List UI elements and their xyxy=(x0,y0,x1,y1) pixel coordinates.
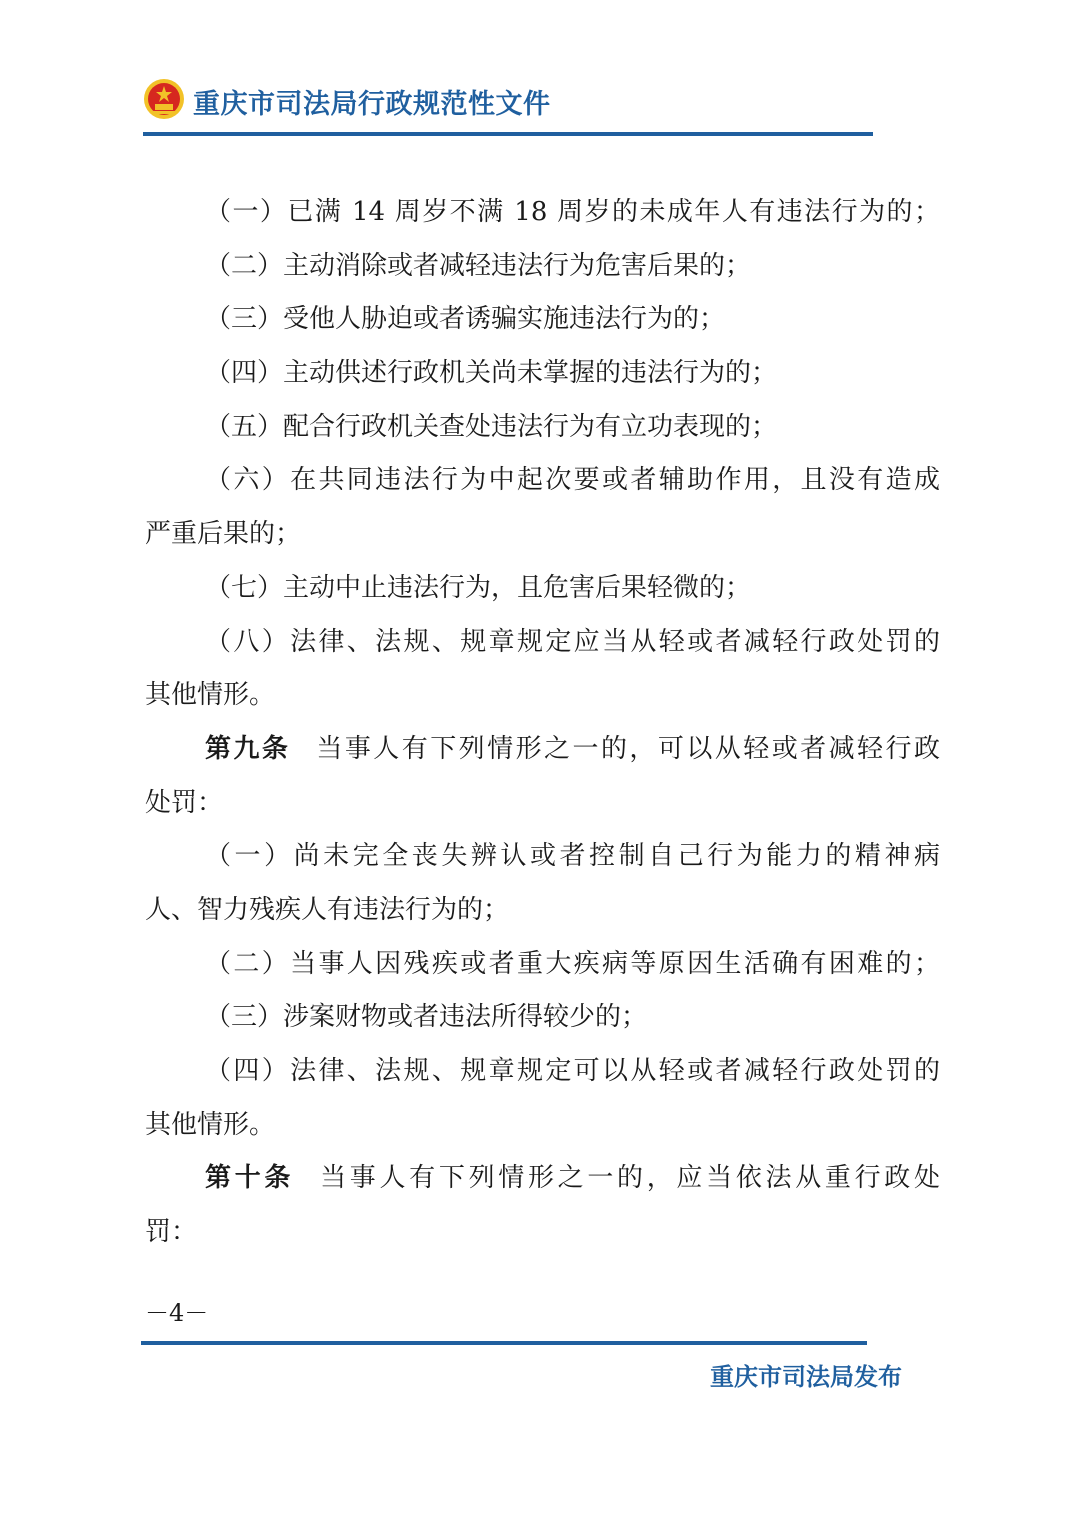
article-10-text: 当事人有下列情形之一的，应当依法从重行政处 xyxy=(320,1163,940,1194)
paragraph-line: （四）主动供述行政机关尚未掌握的违法行为的； xyxy=(205,358,778,389)
paragraph-line: 罚： xyxy=(145,1217,198,1248)
header-title: 重庆市司法局行政规范性文件 xyxy=(193,89,551,120)
article-9-text: 当事人有下列情形之一的，可以从轻或者减轻行政 xyxy=(316,733,940,764)
document-header xyxy=(143,78,873,140)
paragraph-line: （三）涉案财物或者违法所得较少的； xyxy=(205,1002,648,1033)
paragraph-line: （一）已满 14 周岁不满 18 周岁的未成年人有违法行为的； xyxy=(205,197,940,227)
paragraph-line: 人、智力残疾人有违法行为的； xyxy=(145,894,510,925)
publisher-footer: 重庆市司法局发布 xyxy=(710,1363,902,1391)
paragraph-line: （三）受他人胁迫或者诱骗实施违法行为的； xyxy=(205,304,726,335)
national-emblem-icon xyxy=(143,78,185,120)
paragraph-line: （二）当事人因残疾或者重大疾病等原因生活确有困难的； xyxy=(205,948,940,979)
article-9-number: 第九条 xyxy=(205,733,291,764)
paragraph-line: 其他情形。 xyxy=(145,680,276,711)
paragraph-line: 处罚： xyxy=(145,787,224,818)
article-10-number: 第十条 xyxy=(205,1163,295,1194)
paragraph-line: （七）主动中止违法行为，且危害后果轻微的； xyxy=(205,572,752,603)
document-body xyxy=(145,186,940,1260)
paragraph-line: （一）尚未完全丧失辨认或者控制自己行为能力的精神病 xyxy=(205,841,940,872)
paragraph-line: （五）配合行政机关查处违法行为有立功表现的； xyxy=(205,411,778,442)
paragraph-line: 严重后果的； xyxy=(145,519,302,550)
article-10-heading-line xyxy=(145,1152,940,1206)
article-9-heading-line xyxy=(145,723,940,777)
paragraph-line: 其他情形。 xyxy=(145,1109,276,1140)
paragraph-line: （四）法律、法规、规章规定可以从轻或者减轻行政处罚的 xyxy=(205,1056,940,1086)
paragraph-line: （六）在共同违法行为中起次要或者辅助作用，且没有造成 xyxy=(205,465,940,496)
page-number: －4－ xyxy=(145,1299,209,1327)
header-rule xyxy=(143,132,873,136)
paragraph-line: （二）主动消除或者减轻违法行为危害后果的； xyxy=(205,250,752,281)
footer-rule xyxy=(141,1341,867,1345)
paragraph-line: （八）法律、法规、规章规定应当从轻或者减轻行政处罚的 xyxy=(205,626,940,657)
